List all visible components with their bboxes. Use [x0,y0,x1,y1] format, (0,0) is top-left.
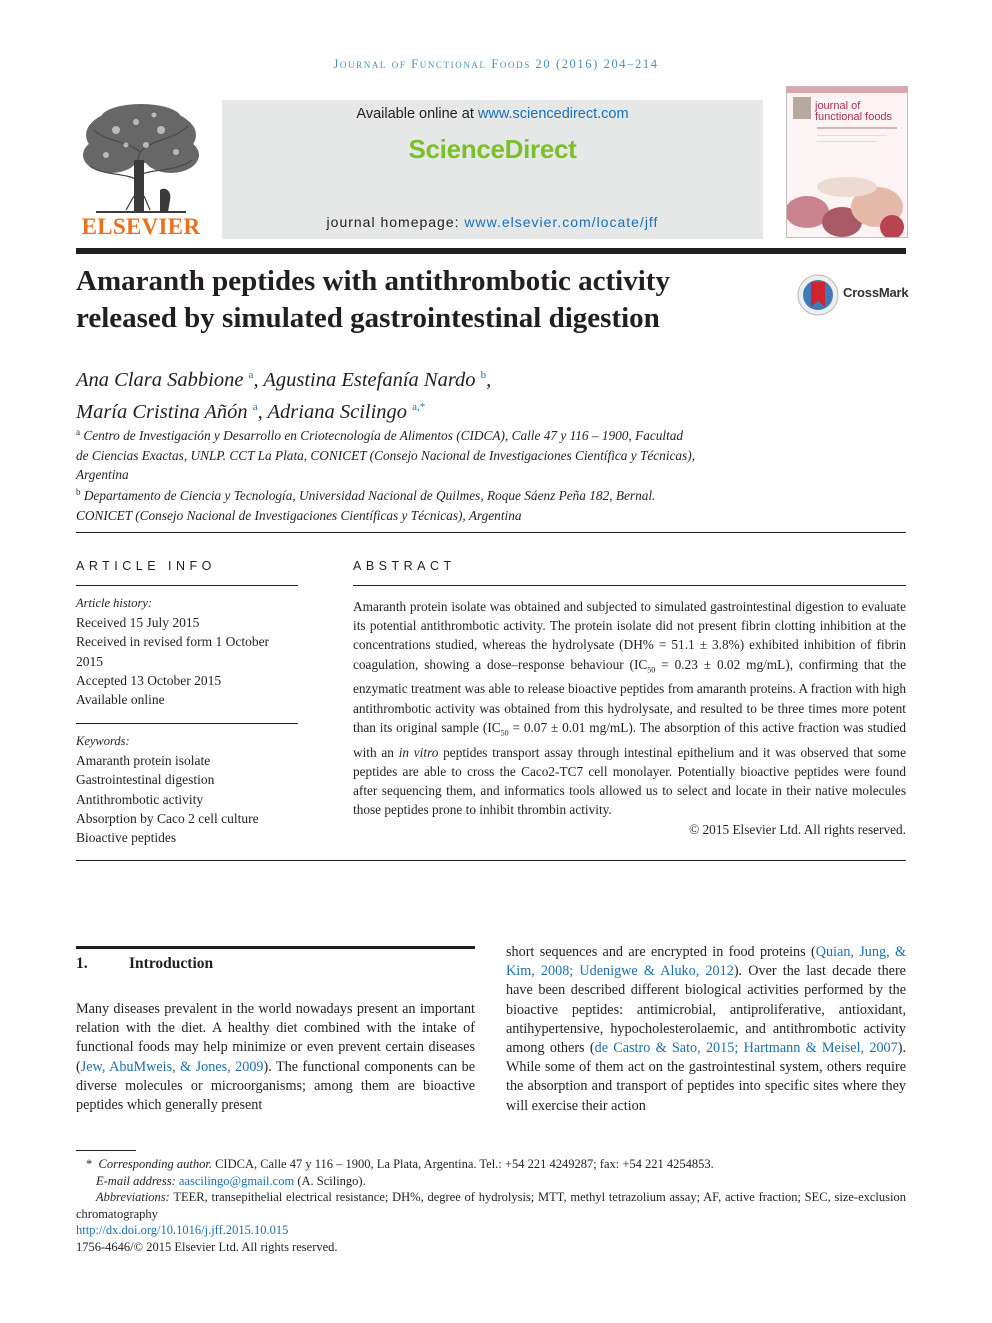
cover-top-band [787,87,907,93]
footnote-label: Abbreviations: [96,1190,170,1204]
intro-right-column [506,943,906,1116]
email-link[interactable]: aascilingo@gmail.com [178,1173,295,1188]
history-label: Article history: [76,596,153,610]
abstract-italic: in vitro [398,744,439,760]
keyword-item: Antithrombotic activity [76,791,204,807]
section-heading [76,955,213,973]
history-item: 2015 [76,653,103,669]
author-affil-mark[interactable]: a [248,369,254,381]
body-text: ). Over the last decade there have been described different biological activities performed by the bioactive peptides: antimicrobial, antiproliferative, antioxidant, antihypertensive, hypocholesterolaemic, and antithrombotic activity among others ( [506,963,906,1057]
abstract-text: = 0.07 ± 0.01 mg/mL). The absorption of this active fraction was studied with an [353,719,906,760]
abstract-text: peptides transport assay through intestinal epithelium and it was observed that some peptides are able to cross the Caco2-TC7 cell monolayer. Potentially bioactive peptides were found after sequencing them, and informatics tools allowed us to select and locate in their native molecules those peptides prone to inhibit thrombin activity. [353,744,906,818]
cover-food-image [787,167,907,237]
authors-line-2: María Cristina Añón $^a$, Adriana Scilingo $^{a,*}$ [76,401,426,423]
intro-paragraph [76,1000,475,1115]
abstract-heading: ABSTRACT [353,559,456,573]
article-history [76,594,298,709]
affil-label: a [76,427,80,437]
history-item: Accepted 13 October 2015 [76,672,222,688]
body-text: ). While some of them act on the gastrointestinal system, others require the absorption and transport of peptides into specific sites where they will exercise their action [506,1040,907,1114]
body-text: ). The functional components can be diverse molecules or microorganisms; among them are bioactive peptides which generally present [76,1058,476,1114]
article-title [76,263,776,337]
doi-link[interactable]: http://dx.doi.org/10.1016/j.jff.2015.10.015 [76,1223,289,1237]
abstract-subscript: 50 [500,728,509,738]
available-prefix: Available online at [356,106,478,122]
available-online [222,106,763,122]
email-note [76,1173,906,1190]
citation-link[interactable]: Jew, AbuMweis, & Jones, 2009 [80,1058,264,1075]
abstract-rule [353,585,906,586]
article-info-rule [76,585,298,586]
affil-text: CONICET (Consejo Nacional de Investigaciones Científicas y Técnicas), Argentina [76,507,522,523]
sciencedirect-logo: ScienceDirect [408,134,577,164]
cover-tree-mark [793,97,811,119]
citation-link[interactable]: de Castro & Sato, 2015; Hartmann & Meisel, 2007 [594,1040,898,1057]
footnote-text: CIDCA, Calle 47 y 116 – 1900, La Plata, Argentina. Tel.: +54 221 4249287; fax: +54 221 4254853. [211,1157,714,1171]
keyword-item: Gastrointestinal digestion [76,772,215,788]
cover-divider [817,127,897,129]
intro-paragraph [506,943,906,1116]
crossmark-icon[interactable] [797,274,839,316]
title-line-1: Amaranth peptides with antithrombotic activity [76,265,670,297]
abstract-copyright: © 2015 Elsevier Ltd. All rights reserved. [689,821,906,837]
author-name[interactable]: Ana Clara Sabbione [76,369,244,391]
cover-title [815,101,905,123]
abstract-paragraph [353,597,906,820]
homepage-link[interactable]: www.elsevier.com/locate/jff [464,214,659,230]
keywords [76,732,298,847]
crossmark-label[interactable]: CrossMark [843,285,909,300]
abstract-body [353,597,906,839]
footnote-text: TEER, transepithelial electrical resistance; DH%, degree of hydrolysis; MTT, methyl tetrazolium assay; AF, active fraction; SEC, size-exclusion chromatography [76,1190,906,1221]
affil-text: Centro de Investigación y Desarrollo en Criotecnología de Alimentos (CIDCA), Calle 47 y 116 – 1900, Facultad [83,428,684,443]
journal-homepage [222,214,763,230]
corresponding-author-note [76,1156,906,1173]
section-title: Introduction [129,955,214,972]
abstract-text: Amaranth protein isolate was obtained and subjected to simulated gastrointestinal digestion to evaluate its potential antithrombotic activity. The protein isolate did not present fibrin clotting inhibition at the concentrations studied, whereas the hydrolysate (DH% = 51.1 ± 3.8%) exhibited inhibition of fibrin coagulation, showing a dose–response behaviour (IC [353,599,906,672]
abstract-subscript: 50 [647,665,656,675]
affiliation-a [76,423,766,485]
history-item: Available online [76,692,165,708]
author-affil-mark[interactable]: b [480,369,487,381]
keyword-item: Amaranth protein isolate [76,753,211,769]
article-info-heading: ARTICLE INFO [76,559,216,573]
section-number: 1. [76,955,88,972]
keywords-rule [76,723,298,724]
history-item: Received 15 July 2015 [76,615,200,631]
cover-title-line2: functional foods [815,111,893,123]
footnote-label: E-mail address: [96,1173,176,1188]
author-list [76,362,796,426]
keywords-label: Keywords: [76,734,130,748]
footnotes [76,1156,906,1255]
title-line-2: released by simulated gastrointestinal digestion [76,302,660,334]
author-name[interactable]: Adriana Scilingo [267,401,408,423]
affil-label: b [76,487,81,497]
body-text: Many diseases prevalent in the world nowadays present an important relation with the diet. A healthy diet combined with the intake of functional foods may help minimize or even prevent certain diseases ( [76,1001,475,1075]
body-text: short sequences and are encrypted in food proteins ( [506,944,816,960]
affiliation-rule [76,532,906,533]
affil-text: Departamento de Ciencia y Tecnología, Universidad Nacional de Quilmes, Roque Sáenz Peña 182, Bernal. [83,488,656,503]
footnote-mark: * [86,1157,93,1171]
cover-text-line [817,141,877,142]
homepage-prefix: journal homepage: [326,214,465,230]
footnote-text: (A. Scilingo). [294,1173,366,1188]
footnote-label: Corresponding author. [98,1157,212,1171]
authors-line-1: Ana Clara Sabbione $^a$, Agustina Estefanía Nardo $^b$, [76,369,492,391]
cover-title-line1: journal of [815,100,861,112]
footnote-rule [76,1150,136,1151]
journal-cover-thumbnail [786,86,908,238]
elsevier-wordmark: ELSEVIER [81,214,201,239]
history-item: Received in revised form 1 October [76,634,270,650]
citation-link[interactable]: Quian, Jung, & Kim, 2008; Udenigwe & Aluko, 2012 [506,944,906,980]
affil-text: de Ciencias Exactas, UNLP. CCT La Plata, CONICET (Consejo Nacional de Investigaciones Científica y Técnicas), [76,447,696,463]
keyword-item: Bioactive peptides [76,830,177,846]
intro-left-column [76,1000,475,1115]
abbreviations-note [76,1189,906,1222]
affiliation-b [76,483,766,525]
masthead-rule [76,248,906,254]
issn-copyright: 1756-4646/© 2015 Elsevier Ltd. All rights reserved. [76,1239,338,1254]
abstract-bottom-rule [76,860,906,861]
affil-text: Argentina [76,467,129,482]
author-name[interactable]: María Cristina Añón [76,401,248,423]
journal-citation: Journal of Functional Foods 20 (2016) 204–214 [333,57,659,71]
author-affil-mark[interactable]: a [252,401,258,413]
cover-text-line [817,135,887,136]
author-affil-mark[interactable]: a,* [412,401,426,413]
sciencedirect-link[interactable]: www.sciencedirect.com [477,106,629,122]
abstract-text: = 0.23 ± 0.02 mg/mL), confirming that the enzymatic treatment was able to release bioactive peptides from amaranth proteins. A fraction with high antithrombotic activity was obtained from this hydrolysate, and resulted to be three times more potent than its original sample (IC [353,656,906,735]
section-rule [76,946,475,949]
author-name[interactable]: Agustina Estefanía Nardo [263,369,476,391]
keyword-item: Absorption by Caco 2 cell culture [76,810,259,826]
